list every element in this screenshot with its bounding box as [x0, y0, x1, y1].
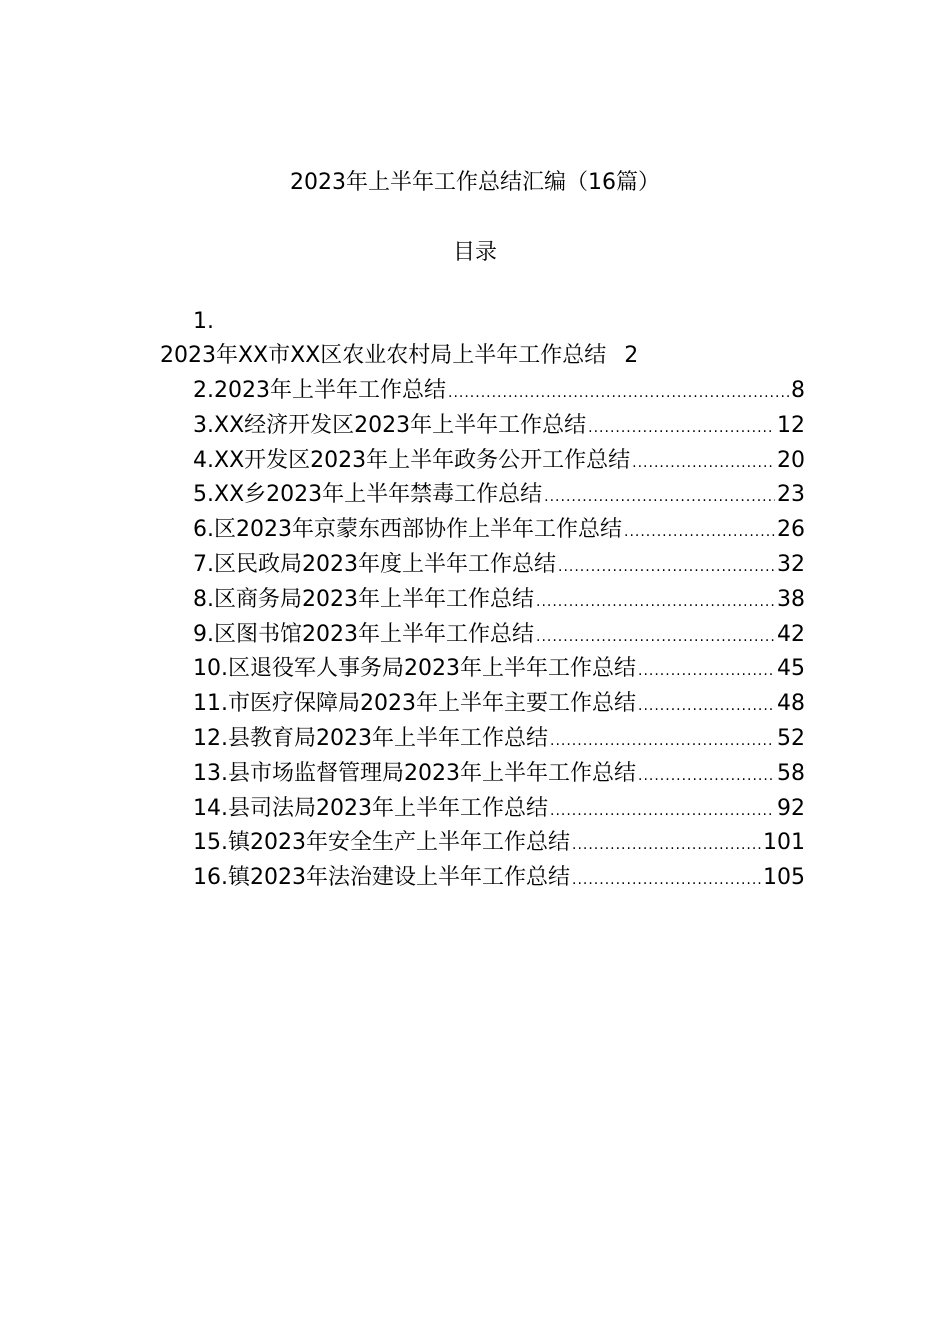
toc-entry-title: 区2023年京蒙东西部协作上半年工作总结 — [214, 517, 622, 543]
toc-entry-number: 6. — [193, 517, 214, 543]
toc-leader — [550, 795, 775, 827]
toc-entry-number: 4. — [193, 447, 214, 473]
toc-leader — [448, 377, 789, 409]
toc-entry-title: 县教育局2023年上半年工作总结 — [228, 725, 548, 751]
toc-entry-title: 区商务局2023年上半年工作总结 — [214, 586, 534, 612]
toc-entry-page: 105 — [763, 865, 805, 891]
toc-entry[interactable] — [193, 793, 805, 828]
toc-entry[interactable] — [193, 653, 805, 688]
toc-leader — [632, 447, 775, 479]
toc-entry[interactable] — [193, 479, 805, 514]
toc-entry[interactable] — [193, 688, 805, 723]
toc-entry[interactable] — [193, 584, 805, 619]
toc-leader — [624, 516, 775, 548]
toc-entry[interactable] — [193, 445, 805, 480]
toc-entry-page: 8 — [791, 378, 805, 403]
toc-entry-number: 2. — [193, 378, 214, 403]
toc-entry-number: 12. — [193, 725, 228, 751]
toc-entry-number: 10. — [193, 656, 228, 682]
page-title: 2023年上半年工作总结汇编（16篇） — [290, 170, 660, 195]
toc-entry-title: 区退役军人事务局2023年上半年工作总结 — [228, 656, 636, 682]
toc-entry-number: 13. — [193, 760, 228, 786]
toc-entry-page: 45 — [777, 656, 805, 682]
toc-entry-title: 县司法局2023年上半年工作总结 — [228, 795, 548, 821]
toc-entry-title: XX乡2023年上半年禁毒工作总结 — [214, 482, 543, 508]
toc-entry-number: 15. — [193, 830, 228, 856]
toc-entry-page: 92 — [777, 795, 805, 821]
toc-leader — [558, 551, 775, 583]
toc-entry[interactable] — [193, 549, 805, 584]
toc-entry-title: 镇2023年法治建设上半年工作总结 — [228, 865, 570, 891]
toc-leader — [544, 481, 775, 513]
toc-entry-number: 7. — [193, 551, 214, 577]
toc-entry[interactable] — [193, 410, 805, 445]
toc-entry-page: 52 — [777, 725, 805, 751]
toc-entry-page: 38 — [777, 586, 805, 612]
toc-entry-page: 48 — [777, 691, 805, 717]
toc-entry[interactable] — [193, 375, 805, 410]
toc-entry-page: 42 — [777, 621, 805, 647]
toc-entry-title: 县市场监督管理局2023年上半年工作总结 — [228, 760, 636, 786]
toc-entry[interactable] — [193, 723, 805, 758]
toc-leader — [536, 621, 775, 653]
toc-heading: 目录 — [452, 240, 497, 265]
toc-entry-number: 14. — [193, 795, 228, 821]
toc-list — [193, 375, 805, 897]
toc-entry-number: 5. — [193, 482, 214, 508]
toc-entry-title: 2023年上半年工作总结 — [214, 378, 446, 403]
toc-entry[interactable] — [193, 862, 805, 897]
toc-first-entry-number[interactable]: 1. — [193, 309, 214, 334]
toc-entry-title: 区民政局2023年度上半年工作总结 — [214, 551, 556, 577]
toc-leader — [588, 412, 775, 444]
toc-leader — [638, 690, 775, 722]
toc-entry-page: 101 — [763, 830, 805, 856]
toc-entry-number: 9. — [193, 621, 214, 647]
toc-entry-number: 16. — [193, 865, 228, 891]
toc-entry-title: XX开发区2023年上半年政务公开工作总结 — [214, 447, 631, 473]
toc-first-entry[interactable] — [160, 340, 638, 372]
toc-entry[interactable] — [193, 827, 805, 862]
toc-entry[interactable] — [193, 514, 805, 549]
toc-entry-title: XX经济开发区2023年上半年工作总结 — [214, 412, 587, 438]
toc-entry-page: 2 — [624, 343, 639, 368]
toc-entry-page: 26 — [777, 517, 805, 543]
toc-entry-page: 32 — [777, 551, 805, 577]
toc-leader — [638, 760, 775, 792]
toc-entry-page: 12 — [777, 412, 805, 438]
toc-entry-title: 区图书馆2023年上半年工作总结 — [214, 621, 534, 647]
toc-entry-title: 市医疗保障局2023年上半年主要工作总结 — [228, 691, 636, 717]
toc-leader — [638, 655, 775, 687]
toc-entry[interactable] — [193, 758, 805, 793]
toc-leader — [536, 586, 775, 618]
toc-entry-page: 58 — [777, 760, 805, 786]
toc-leader — [572, 864, 761, 896]
toc-entry[interactable] — [193, 619, 805, 654]
toc-leader — [550, 725, 775, 757]
toc-entry-number: 11. — [193, 691, 228, 717]
toc-leader — [572, 829, 761, 861]
toc-entry-page: 20 — [777, 447, 805, 473]
toc-entry-number: 8. — [193, 586, 214, 612]
toc-entry-page: 23 — [777, 482, 805, 508]
toc-entry-title: 镇2023年安全生产上半年工作总结 — [228, 830, 570, 856]
toc-entry-number: 3. — [193, 412, 214, 438]
toc-entry-title: 2023年XX市XX区农业农村局上半年工作总结 — [160, 343, 607, 368]
